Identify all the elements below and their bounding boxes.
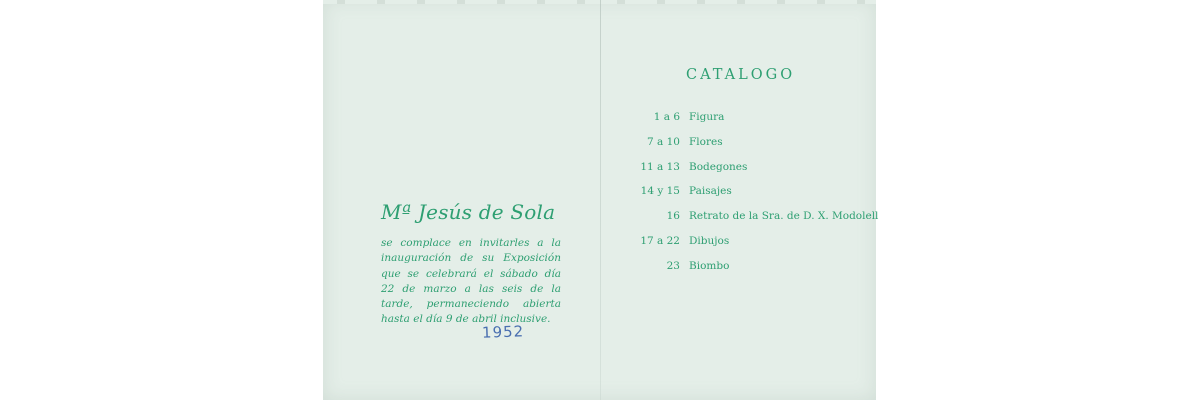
catalog-number: 17 a 22	[640, 234, 680, 247]
catalog-label: Biombo	[689, 259, 730, 272]
handwritten-year: 1952	[481, 322, 525, 342]
catalog-row	[634, 260, 878, 285]
invitation-line: 22 de marzo a las seis de la	[381, 282, 561, 295]
catalog-label: Retrato de la Sra. de D. X. Modolell	[689, 210, 879, 223]
catalog-number: 23	[666, 259, 680, 272]
invitation-line: se complace en invitarles a la	[381, 237, 561, 249]
catalog-label: Bodegones	[689, 160, 748, 173]
invitation-text	[381, 236, 561, 328]
artist-name: Mª Jesús de Sola	[381, 200, 556, 224]
catalog-row	[634, 136, 878, 161]
catalog-number: 7 a 10	[647, 135, 680, 148]
catalog-row	[634, 161, 878, 186]
catalog-number: 1 a 6	[653, 111, 680, 123]
catalog-label: Dibujos	[689, 234, 730, 247]
catalog-row	[634, 210, 878, 235]
catalog-number: 14 y 15	[640, 185, 680, 198]
catalog-row	[634, 111, 878, 136]
catalog-row	[634, 185, 878, 210]
catalog-label: Paisajes	[689, 185, 732, 198]
catalog-number: 11 a 13	[640, 160, 680, 173]
invitation-line: inauguración de su Exposición	[381, 252, 561, 265]
catalog-row	[634, 235, 878, 260]
catalog-list	[634, 111, 878, 285]
catalog-label: Figura	[689, 111, 725, 123]
catalog-number: 16	[666, 210, 680, 223]
card-fold-line	[600, 0, 601, 400]
invitation-panel	[381, 200, 561, 328]
invitation-line: que se celebrará el sábado día	[381, 267, 561, 280]
catalog-title: CATALOGO	[686, 67, 796, 83]
catalog-label: Flores	[689, 135, 723, 148]
invitation-line: hasta el día 9 de abril inclusive.	[381, 313, 551, 326]
invitation-line: tarde, permaneciendo abierta	[381, 298, 561, 311]
